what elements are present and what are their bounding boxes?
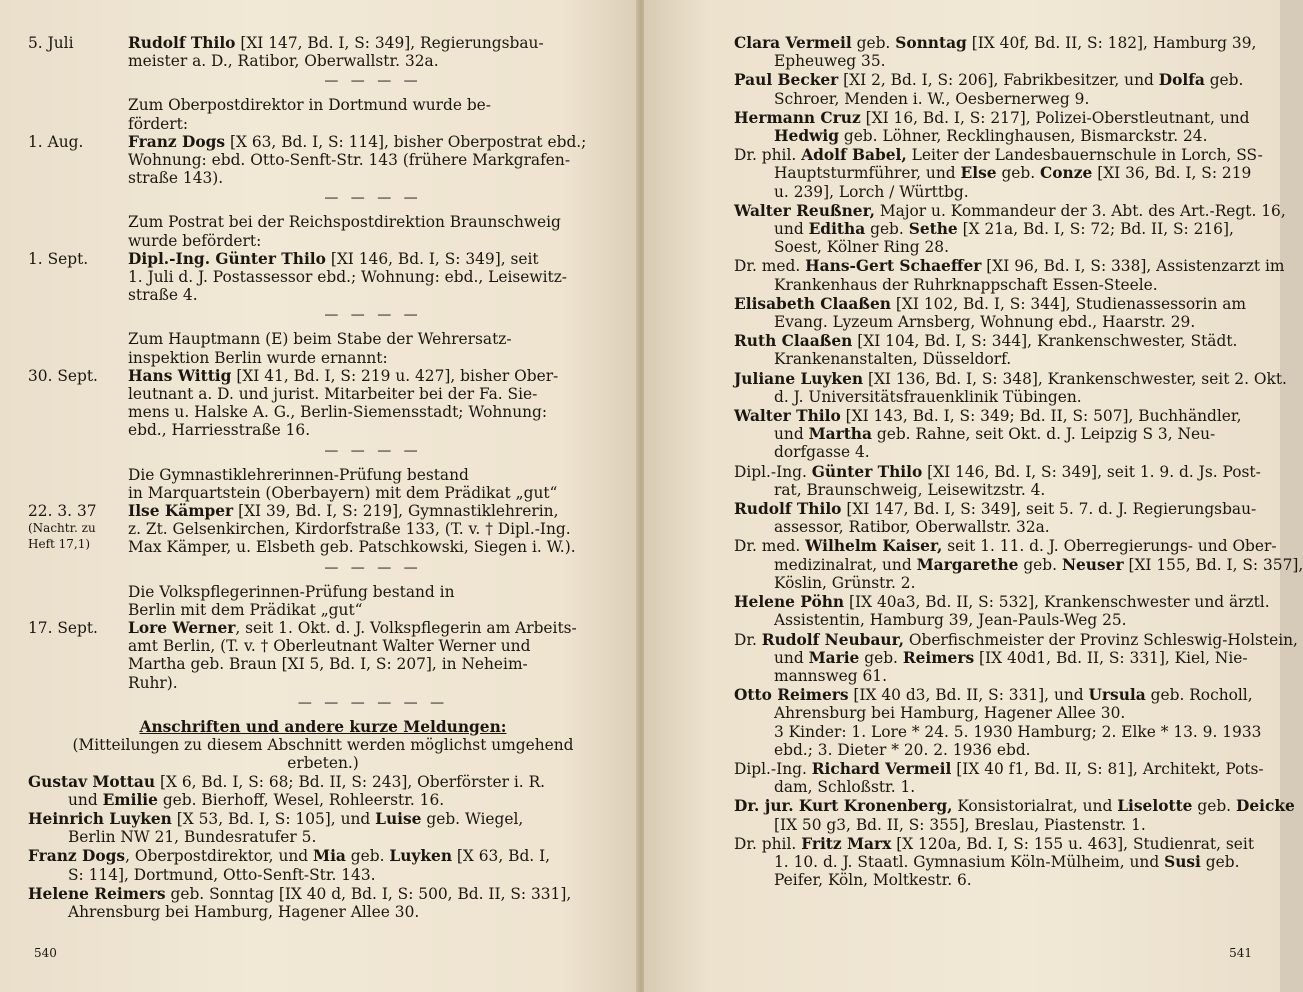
text-run: und [774,425,809,444]
text-line [734,220,1256,238]
text-line [28,903,618,921]
person-name: Adolf Babel, [801,146,907,165]
entry-date-note: (Nachtr. zu [28,521,96,536]
section-intro: Zum Oberpostdirektor in Dortmund wurde be- [128,96,491,115]
dated-entry [28,34,618,70]
text-line [128,34,618,52]
text-run: Dr. phil. [734,146,802,165]
person-name: Dipl.-Ing. Günter Thilo [128,249,326,268]
text-line [128,421,618,439]
address-entry [28,810,618,846]
right-page [644,0,1303,992]
text-line [734,462,1261,481]
person-name: Sethe [908,220,958,239]
section-separator: — — — — — — [297,694,449,711]
person-name: Rudolf Thilo [128,34,236,52]
text-run: [X 53, Bd. I, S: 105], und [171,809,376,828]
person-name: Dolfa [1158,71,1205,90]
entry-date-text: 1. Aug. [28,132,84,151]
text-run: medizinalrat, und [774,555,917,574]
text-run: Peifer, Köln, Moltkestr. 6. [774,871,972,890]
text-run: geb. [996,164,1041,183]
address-entry [734,109,1256,145]
person-name: Susi [1164,852,1201,871]
text-line [734,481,1256,499]
person-name: Editha [808,220,866,239]
text-line [734,816,1256,834]
entry-date [28,367,128,440]
text-run: Soest, Kölner Ring 28. [774,238,949,257]
person-name: Heinrich Luyken [28,809,172,828]
address-entry [734,500,1256,536]
entry-date [28,250,128,305]
text-line [28,791,618,809]
text-run: Max Kämper, u. Elsbeth geb. Patschkowski, Siegen i. W.). [128,538,576,557]
text-line [734,574,1256,592]
text-line [128,250,618,268]
address-entry [734,295,1256,331]
section-separator: — — — — [324,559,422,576]
text-line [734,52,1256,70]
text-line [734,350,1256,368]
address-entry [734,686,1262,759]
text-run: geb. [1204,71,1244,90]
text-run: Ahrensburg bei Hamburg, Hagener Allee 30. [68,902,420,921]
text-run: geb. [345,847,390,866]
text-run: und [774,648,809,667]
text-run: Oberfischmeister der Provinz Schleswig-Holstein, [903,630,1298,649]
text-line [734,332,1256,350]
text-run: assessor, Ratibor, Oberwallstr. 32a. [774,518,1050,537]
section-intro: wurde befördert: [128,231,262,250]
section-intro: Die Gymnastiklehrerinnen-Prüfung bestand [128,465,469,484]
text-run: d. J. Universitätsfrauenklinik Tübingen. [774,387,1082,406]
text-run: [XI 2, Bd. I, S: 206], Fabrikbesitzer, und [838,71,1159,90]
text-run: geb. [1192,797,1236,816]
person-name: Marie [808,648,860,667]
person-name: Ruth Claaßen [734,332,853,351]
section-intro: in Marquartstein (Oberbayern) mit dem Prädikat „gut“ [128,483,558,502]
text-run: Major u. Kommandeur der 3. Abt. des Art.-Regt. 16, [874,201,1286,220]
text-line [28,866,618,884]
text-line [734,90,1256,108]
text-line [128,674,618,692]
text-run: [XI 147, Bd. I, S: 349], seit 5. 7. d. J. Regierungsbau- [841,500,1257,519]
address-entry [734,593,1270,630]
entry-date [28,133,128,188]
section-separator: — — — — [324,307,422,324]
text-run: [XI 39, Bd. I, S: 219], Gymnastiklehrerin, [233,502,559,521]
entry-date [28,34,128,70]
text-line [734,741,1256,759]
person-name: Günter Thilo [811,462,923,481]
address-entry [734,537,1303,592]
text-line [734,518,1256,536]
text-run: [XI 147, Bd. I, S: 349], Regierungsbau- [235,34,544,52]
text-run: u. 239], Lorch / Württbg. [774,182,969,201]
entry-date [28,502,128,557]
text-run: Leiter der Landesbauernschule in Lorch, SS- [906,146,1263,165]
person-name: Walter Thilo [734,407,841,426]
text-run: Konsistorialrat, und [952,797,1118,816]
person-name: Wilhelm Kaiser, [805,537,943,556]
text-run: meister a. D., Ratibor, Oberwallstr. 32a. [128,52,439,71]
text-run: [IX 40 f1, Bd. II, S: 81], Architekt, Pots- [951,759,1264,778]
text-line [734,127,1256,145]
entry-body [128,250,618,305]
text-line [734,238,1256,256]
person-name: Elisabeth Claaßen [734,294,891,313]
address-entry [734,369,1287,406]
text-run: [XI 16, Bd. I, S: 217], Polizei-Oberstleutnant, und [860,108,1250,127]
text-run: [IX 50 g3, Bd. II, S: 355], Breslau, Piastenstr. 1. [774,815,1146,834]
text-run: seit 1. 11. d. J. Oberregierungs- und Ober- [942,537,1277,556]
text-run: geb. Wiegel, [421,809,524,828]
text-run: z. Zt. Gelsenkirchen, Kirdorfstraße 133, (T. v. † Dipl.-Ing. [128,520,571,539]
address-entry [28,773,618,809]
text-run: Krankenhaus der Ruhrknappschaft Essen-Steele. [774,275,1158,294]
entry-date-text: 17. Sept. [28,619,98,638]
text-run: geb. [851,34,896,52]
text-run: Ahrensburg bei Hamburg, Hagener Allee 30. [774,704,1126,723]
text-line [128,151,618,169]
section-intro: Zum Postrat bei der Reichspostdirektion Braunschweig [128,213,561,232]
text-run: und [774,220,809,239]
text-run: [XI 36, Bd. I, S: 219 [1092,164,1252,183]
person-name: Dr. jur. Kurt Kronenberg, [734,797,953,816]
section-intro: Die Volkspflegerinnen-Prüfung bestand in [128,582,455,601]
text-run: dam, Schloßstr. 1. [774,778,916,797]
person-name: Margarethe [916,555,1019,574]
person-name: Rudolf Neubaur, [761,630,904,649]
address-entry [734,835,1256,890]
person-name: Gustav Mottau [28,772,156,791]
left-page-content [28,34,618,922]
text-run: [XI 155, Bd. I, S: 357], [1123,555,1303,574]
text-run: [XI 104, Bd. I, S: 344], Krankenschwester, Städt. [852,332,1238,351]
addresses-heading: Anschriften und andere kurze Meldungen: [139,717,507,736]
text-run: [XI 96, Bd. I, S: 338], Assistenzarzt im [981,257,1285,276]
text-run: geb. [1018,555,1062,574]
text-line [734,388,1256,406]
text-run: 3 Kinder: 1. Lore * 24. 5. 1930 Hamburg; 2. Elke * 13. 9. 1933 [774,722,1262,741]
text-line [734,369,1287,388]
text-run: geb. Rahne, seit Okt. d. J. Leipzig S 3, Neu- [871,425,1216,444]
text-run: 1. Juli d. J. Postassessor ebd.; Wohnung: ebd., Leisewitz- [128,268,567,287]
text-run: Schroer, Menden i. W., Oesbernerweg 9. [774,89,1090,108]
text-run: Ruhr). [128,673,178,692]
text-run: [X 63, Bd. I, [452,847,551,866]
text-run: dorfgasse 4. [774,443,870,462]
person-name: Otto Reimers [734,686,849,705]
text-run: , Oberpostdirektor, und [125,847,314,866]
text-run: Dr. med. [734,257,806,276]
section-intro: inspektion Berlin wurde ernannt: [128,348,388,367]
text-run: Epheuweg 35. [774,52,886,71]
person-name: Conze [1040,164,1093,183]
dated-entry [28,133,618,188]
text-run: mens u. Halske A. G., Berlin-Siemensstadt; Wohnung: [128,403,548,422]
text-run: amt Berlin, (T. v. † Oberleutnant Walter Werner und [128,637,531,656]
address-entry [734,257,1285,294]
address-entry [28,847,618,883]
text-line [734,630,1298,649]
text-line [128,538,618,556]
dated-entry [28,502,618,557]
entry-date-note: Heft 17,1) [28,537,91,552]
text-run: Berlin NW 21, Bundesratufer 5. [68,828,317,847]
text-run: 1. 10. d. J. Staatl. Gymnasium Köln-Mülheim, und [774,852,1165,871]
person-name: Rudolf Thilo [734,500,842,519]
text-line [734,778,1256,796]
address-entry [734,332,1256,368]
address-entry [28,885,618,921]
person-name: Fritz Marx [801,834,892,853]
text-run: geb. Sonntag [IX 40 d, Bd. I, S: 500, Bd. II, S: 331], [165,884,572,903]
person-name: Hermann Cruz [734,108,861,127]
text-line [734,34,1256,52]
text-line [734,146,1263,165]
person-name: Luyken [389,847,453,866]
dated-entry [28,619,618,692]
text-line [734,686,1256,704]
text-line [734,835,1256,853]
person-name: Ursula [1088,686,1146,705]
text-line [128,520,618,538]
text-line [734,555,1303,574]
text-run: und [68,790,103,809]
text-run: [X 6, Bd. I, S: 68; Bd. II, S: 243], Oberförster i. R. [155,772,546,791]
text-run: geb. [1200,852,1240,871]
text-line [734,313,1256,331]
entry-date-text: 22. 3. 37 [28,502,97,521]
text-run: ebd., Harriesstraße 16. [128,421,311,440]
address-entry [734,407,1256,462]
dated-entry [28,250,618,305]
person-name: Paul Becker [734,71,839,90]
person-name: Franz Dogs [28,847,126,866]
text-line [734,276,1256,294]
page-number-right: 541 [1229,946,1252,960]
text-line [734,593,1270,612]
person-name: Clara Vermeil [734,34,852,52]
address-entry [734,34,1256,70]
entry-date-text: 30. Sept. [28,366,98,385]
text-line [734,443,1256,461]
address-entry [734,462,1261,499]
entry-body [128,34,618,70]
entry-body [128,619,618,692]
person-name: Mia [313,847,346,866]
person-name: Reimers [902,648,975,667]
person-name: Lore Werner [128,619,236,638]
text-line [734,853,1256,871]
text-line [734,537,1277,556]
person-name: Helene Pöhn [734,593,845,612]
text-line [734,295,1256,313]
text-run: geb. [859,648,903,667]
section-intro: fördert: [128,114,189,133]
text-line [734,722,1262,741]
text-run: geb. Rocholl, [1145,686,1253,705]
person-name: Emilie [102,790,158,809]
address-entry [734,759,1264,797]
text-run: S: 114], Dortmund, Otto-Senft-Str. 143. [68,865,376,884]
text-run: straße 4. [128,286,198,305]
text-line [734,759,1264,778]
entry-body [128,502,618,557]
person-name: Hans Wittig [128,366,232,385]
text-line [734,71,1256,89]
text-line [734,201,1286,220]
text-line [28,810,618,828]
person-name: Helene Reimers [28,884,166,903]
person-name: Hedwig [774,127,839,146]
text-line [734,257,1285,276]
text-run: , seit 1. Okt. d. J. Volkspflegerin am Arbeits- [235,619,577,638]
text-run: Krankenanstalten, Düsseldorf. [774,350,1012,369]
addresses-note: erbeten.) [287,754,359,773]
text-run: Evang. Lyzeum Arnsberg, Wohnung ebd., Haarstr. 29. [774,313,1196,332]
text-run: Dr. phil. [734,834,802,853]
text-line [734,425,1256,443]
text-run: [XI 102, Bd. I, S: 344], Studienassessorin am [891,294,1247,313]
text-run: [X 120a, Bd. I, S: 155 u. 463], Studienrat, seit [891,834,1255,853]
text-run: geb. Löhner, Recklinghausen, Bismarckstr. 24. [838,127,1208,146]
page-number-left: 540 [34,946,57,960]
person-name: Juliane Luyken [734,369,864,388]
text-run: straße 143). [128,169,224,188]
text-run: Martha geb. Braun [XI 5, Bd. I, S: 207], in Neheim- [128,655,528,674]
right-page-content [734,34,1303,890]
section-separator: — — — — [324,190,422,207]
person-name: Hans-Gert Schaeffer [805,257,982,276]
dated-entry [28,367,618,440]
text-run: [XI 41, Bd. I, S: 219 u. 427], bisher Ober- [231,366,559,385]
text-run: geb. Bierhoff, Wesel, Rohleerstr. 16. [157,790,445,809]
person-name: Else [960,164,997,183]
text-line [734,704,1256,722]
text-line [28,847,618,865]
person-name: Walter Reußner, [734,201,875,220]
text-line [128,655,618,673]
person-name: Neuser [1061,555,1124,574]
text-run: [XI 146, Bd. I, S: 349], seit [325,249,539,268]
text-line [734,109,1256,127]
text-run: mannsweg 61. [774,666,887,685]
section-separator: — — — — [324,442,422,459]
text-run: [IX 40f, Bd. II, S: 182], Hamburg 39, [966,34,1257,52]
section-separator: — — — — [324,73,422,90]
address-entry [734,146,1263,201]
text-run: Dr. [734,630,762,649]
person-name: Deicke [1235,797,1295,816]
address-entry [734,797,1295,834]
text-run: [XI 146, Bd. I, S: 349], seit 1. 9. d. Js. Post- [922,462,1261,481]
person-name: Richard Vermeil [811,759,952,778]
text-line [734,500,1256,518]
person-name: Ilse Kämper [128,502,234,521]
address-entry [734,630,1298,686]
text-run: [IX 40a3, Bd. II, S: 532], Krankenschwester und ärztl. [844,593,1270,612]
entry-body [128,367,618,440]
text-run: ebd.; 3. Dieter * 20. 2. 1936 ebd. [774,740,1031,759]
entry-body [128,133,618,188]
section-intro: Berlin mit dem Prädikat „gut“ [128,600,363,619]
text-run: [XI 143, Bd. I, S: 349; Bd. II, S: 507], Buchhändler, [840,407,1242,426]
text-line [734,667,1256,685]
text-line [128,385,618,403]
text-run: Dipl.-Ing. [734,462,812,481]
text-run: geb. [865,220,909,239]
address-entry [734,201,1286,257]
text-line [734,797,1295,816]
entry-date-text: 5. Juli [28,34,74,52]
text-run: Dr. med. [734,537,806,556]
text-line [28,773,618,791]
text-line [734,183,1256,201]
address-entry [734,71,1256,107]
text-line [734,407,1256,425]
text-line [734,649,1256,667]
person-name: Sonntag [895,34,967,52]
text-run: Dipl.-Ing. [734,759,812,778]
entry-date [28,619,128,692]
person-name: Franz Dogs [128,132,226,151]
left-page [0,0,638,992]
text-line [734,611,1256,629]
text-run: Köslin, Grünstr. 2. [774,573,916,592]
text-line [128,286,618,304]
text-line [734,871,1256,889]
text-run: Assistentin, Hamburg 39, Jean-Pauls-Weg 25. [774,611,1127,630]
text-line [128,403,618,421]
text-line [28,885,618,903]
text-line [128,169,618,187]
addresses-note: (Mitteilungen zu diesem Abschnitt werden möglichst umgehend [72,736,574,755]
person-name: Liselotte [1117,797,1193,816]
text-line [128,133,618,151]
person-name: Martha [808,425,872,444]
text-run: [XI 136, Bd. I, S: 348], Krankenschwester, seit 2. Okt. [863,369,1287,388]
text-run: Hauptsturmführer, und [774,164,961,183]
text-line [128,619,618,637]
text-run: [IX 40 d3, Bd. II, S: 331], und [848,686,1089,705]
section-intro: Zum Hauptmann (E) beim Stabe der Wehrersatz- [128,330,512,349]
text-line [734,164,1256,182]
text-line [128,52,618,70]
text-line [28,828,618,846]
text-line [128,367,618,385]
person-name: Luise [375,809,422,828]
text-run: [X 63, Bd. I, S: 114], bisher Oberpostrat ebd.; [225,132,587,151]
text-run: leutnant a. D. und jurist. Mitarbeiter bei der Fa. Sie- [128,385,538,404]
text-line [128,502,618,520]
text-run: Wohnung: ebd. Otto-Senft-Str. 143 (frühere Markgrafen- [128,151,571,170]
entry-date-text: 1. Sept. [28,249,89,268]
text-run: [IX 40d1, Bd. II, S: 331], Kiel, Nie- [974,648,1248,667]
text-run: rat, Braunschweig, Leisewitzstr. 4. [774,480,1046,499]
text-run: [X 21a, Bd. I, S: 72; Bd. II, S: 216], [957,220,1234,239]
text-line [128,268,618,286]
text-line [128,637,618,655]
